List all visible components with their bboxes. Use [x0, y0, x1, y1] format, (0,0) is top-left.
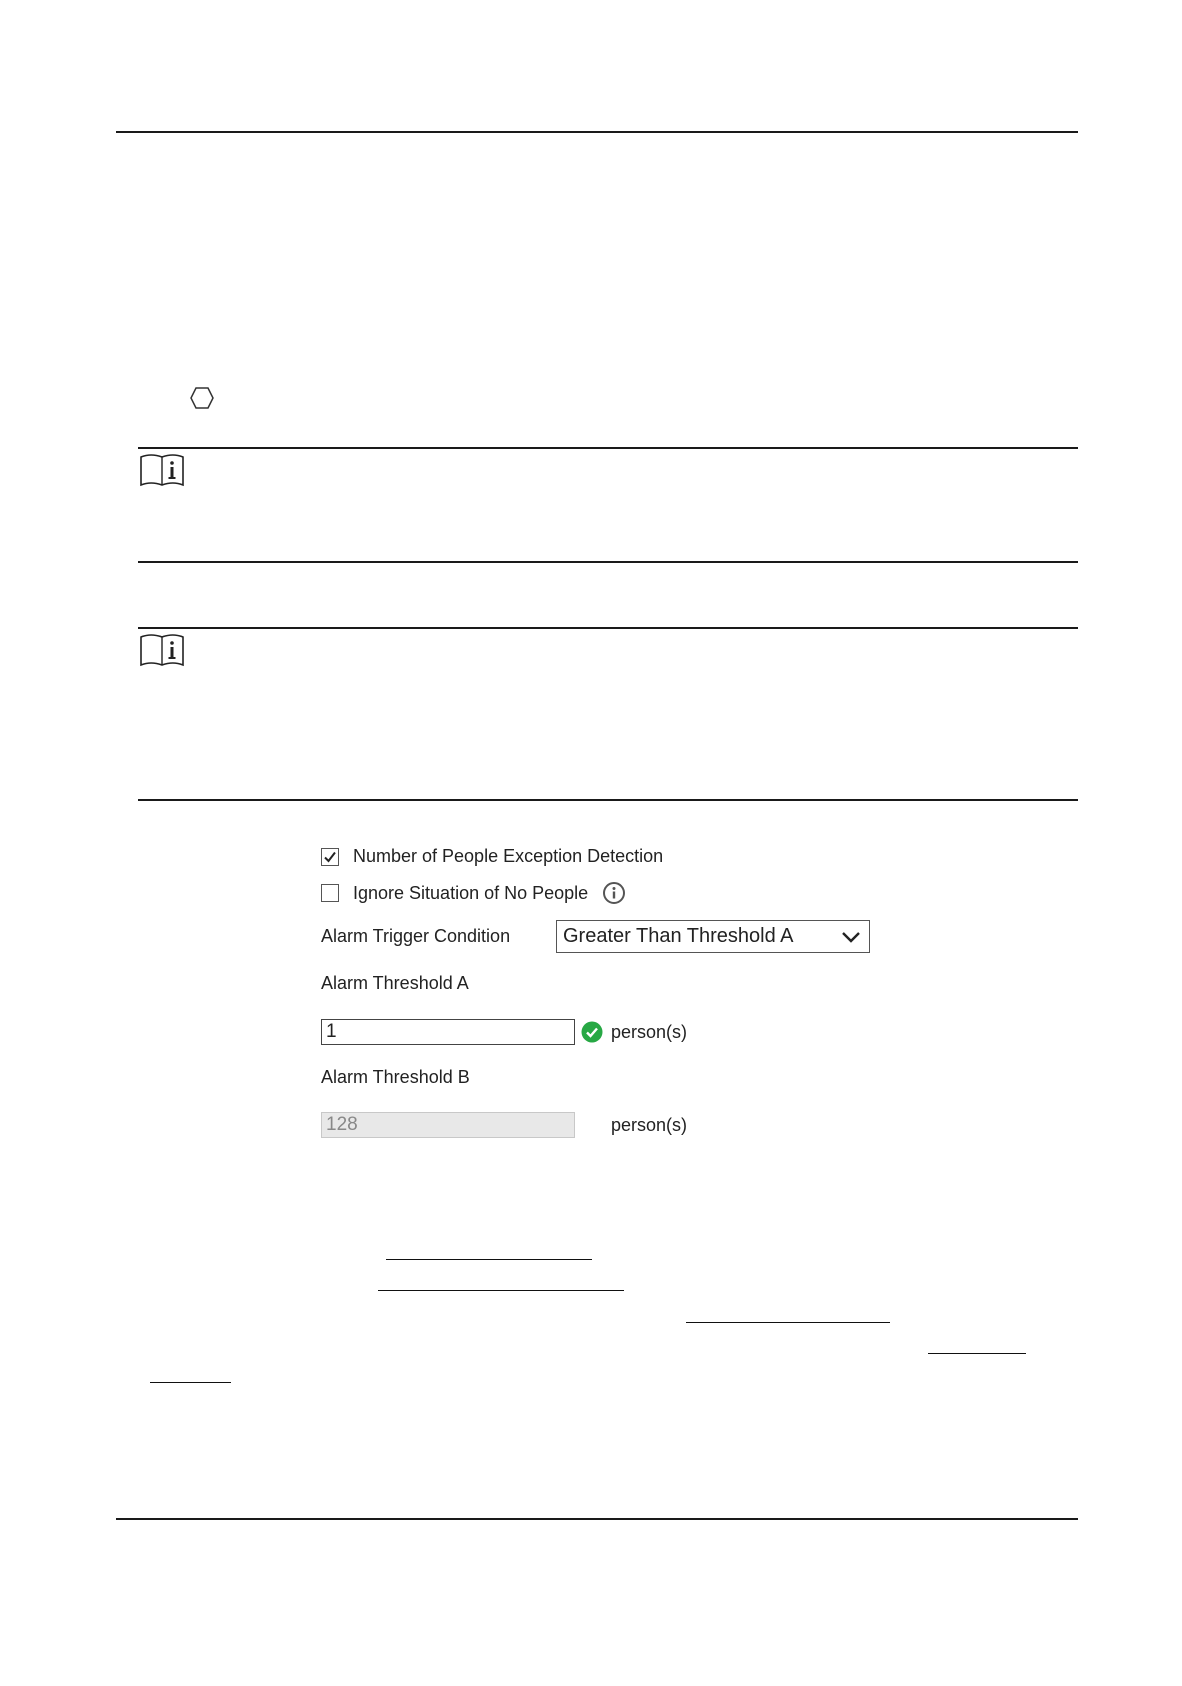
header-rule: [116, 131, 1078, 133]
threshold-a-input[interactable]: 1: [321, 1019, 575, 1045]
note-top-rule: [138, 447, 1078, 449]
trigger-label-row: [321, 926, 510, 947]
checkmark-icon: [323, 850, 337, 864]
link-underline[interactable]: [378, 1290, 624, 1291]
trigger-condition-label: Alarm Trigger Condition: [321, 926, 511, 946]
note-top-rule: [138, 627, 1078, 629]
threshold-b-input: 128: [321, 1112, 575, 1138]
detection-checkbox-label: Number of People Exception Detection: [353, 846, 664, 866]
ignore-checkbox-row[interactable]: [321, 881, 626, 905]
detection-checkbox-row[interactable]: [321, 846, 663, 867]
threshold-b-label-row: [321, 1067, 470, 1088]
link-underline[interactable]: [150, 1382, 231, 1383]
detection-checkbox[interactable]: [321, 848, 339, 866]
threshold-a-label: Alarm Threshold A: [321, 973, 469, 993]
chevron-down-icon: [841, 930, 861, 944]
threshold-a-label-row: [321, 973, 469, 994]
threshold-b-unit: person(s): [611, 1115, 688, 1135]
check-circle-icon: [581, 1021, 603, 1043]
link-underline[interactable]: [386, 1259, 592, 1260]
note-bottom-rule: [138, 799, 1078, 801]
trigger-condition-select[interactable]: [556, 920, 870, 953]
ignore-checkbox[interactable]: [321, 884, 339, 902]
note-book-icon: [139, 453, 185, 487]
ignore-checkbox-label: Ignore Situation of No People: [353, 882, 589, 903]
exception-detection-form: [321, 846, 921, 1146]
threshold-a-unit: person(s): [611, 1022, 688, 1042]
note-book-icon: [139, 633, 185, 667]
note-bottom-rule: [138, 561, 1078, 563]
link-underline[interactable]: [928, 1353, 1026, 1354]
footer-rule: [116, 1518, 1078, 1520]
info-circle-icon[interactable]: [602, 881, 626, 905]
trigger-condition-value: Greater Than Threshold A: [563, 925, 794, 947]
hexagon-icon: [190, 387, 214, 409]
threshold-b-label: Alarm Threshold B: [321, 1067, 470, 1087]
link-underline[interactable]: [686, 1322, 890, 1323]
